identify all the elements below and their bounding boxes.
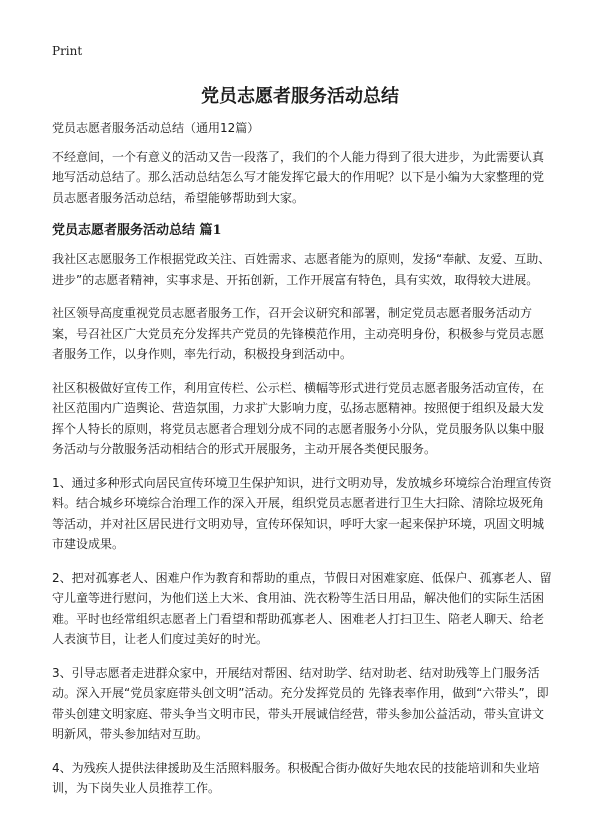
body-paragraph: 我社区志愿服务工作根据党政关注、百姓需求、志愿者能为的原则，发扬“奉献、友爱、互助、进步”的志愿者精神，实事求是、开拓创新，工作开展富有特色，具有实效，取得较大进展。 (52, 252, 551, 287)
document-subtitle: 党员志愿者服务活动总结（通用12篇） (52, 121, 260, 135)
document-body (52, 118, 552, 812)
body-paragraph: 4、为残疾人提供法律援助及生活照料服务。积极配合街办做好失地农民的技能培训和失业培训，为下岗失业人员推荐工作。 (52, 760, 540, 795)
body-paragraph: 社区积极做好宣传工作，利用宣传栏、公示栏、横幅等形式进行党员志愿者服务活动宣传，在社区范围内广造舆论、营造氛围，力求扩大影响力度，弘扬志愿精神。按照便于组织及最大发挥个人特长的原则，将党员志愿者合理划分成不同的志愿者服务小分队，党员服务队以集中服务活动与分散服务活动相结合的形式开展服务，主动开展各类便民服务。 (52, 380, 545, 456)
intro-paragraph: 不经意间，一个有意义的活动又告一段落了，我们的个人能力得到了很大进步，为此需要认真地写活动总结了。那么活动总结怎么写才能发挥它最大的作用呢？以下是小编为大家整理的党员志愿者服务活动总结，希望能够帮助到大家。 (52, 149, 545, 205)
document-title: 党员志愿者服务活动总结 (201, 86, 399, 107)
body-paragraph: 2、把对孤寡老人、困难户作为教育和帮助的重点，节假日对困难家庭、低保户、孤寡老人、留守儿童等进行慰问，为他们送上大米、食用油、洗衣粉等生活日用品，解决他们的实际生活困难。平时也经常组织志愿者上门看望和帮助孤寡老人、困难老人打扫卫生、陪老人聊天、给老人表演节目，让老人们度过美好的时光。 (52, 570, 552, 646)
section-heading: 党员志愿者服务活动总结 篇1 (52, 223, 222, 238)
body-paragraph: 社区领导高度重视党员志愿者服务工作，召开会议研究和部署，制定党员志愿者服务活动方案，号召社区广大党员充分发挥共产党员的先锋模范作用，主动亮明身份，积极参与党员志愿者服务工作，以身作则，率先行动，积极投身到活动中。 (52, 306, 545, 361)
print-link[interactable]: Print (52, 44, 83, 58)
body-paragraph: 3、引导志愿者走进群众家中，开展结对帮困、结对助学、结对助老、结对助残等上门服务活动。深入开展“党员家庭带头创文明”活动。充分发挥党员的 先锋表率作用，做到“六带头”，即带头创建文明家庭、带头争当文明市民，带头开展诚信经营，带头参加公益活动，带头宣讲文明新风，带头参加结对互助。 (52, 665, 549, 741)
body-paragraph: 1、通过多种形式向居民宣传环境卫生保护知识，进行文明劝导，发放城乡环境综合治理宣传资料。结合城乡环境综合治理工作的深入开展，组织党员志愿者进行卫生大扫除、清除垃圾死角等活动，并对社区居民进行文明劝导，宣传环保知识，呼吁大家一起来保护环境，巩固文明城市建设成果。 (52, 475, 552, 551)
